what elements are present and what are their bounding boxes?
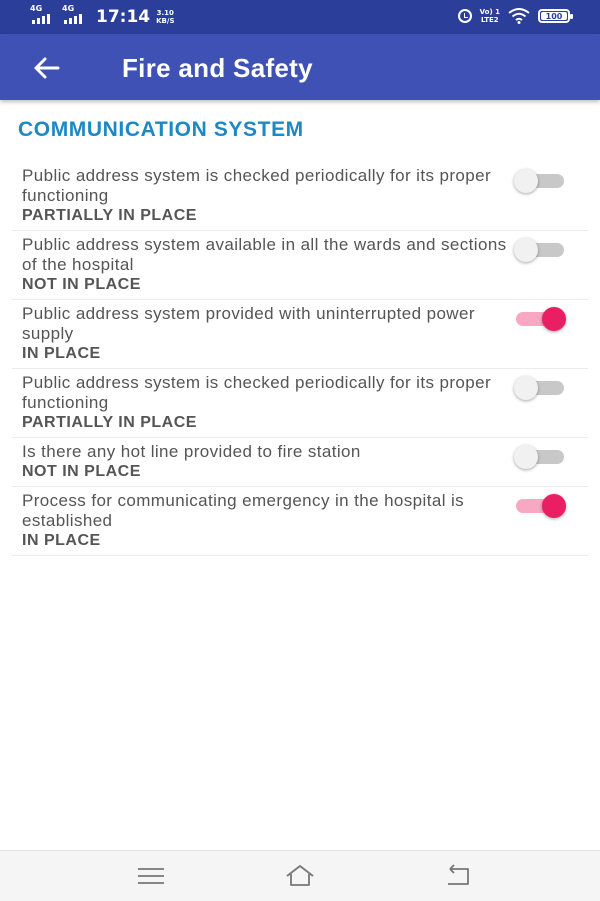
page-title: Fire and Safety	[122, 53, 313, 83]
status-left	[30, 4, 175, 27]
item-status: PARTIALLY IN PLACE	[22, 207, 197, 224]
toggle-thumb	[542, 494, 566, 518]
toggle-thumb	[514, 376, 538, 400]
sim1-network-label: 4G	[30, 4, 43, 13]
item-question: Is there any hot line provided to fire station	[22, 442, 361, 461]
toggle-thumb	[514, 445, 538, 469]
app-bar	[0, 34, 600, 100]
system-nav-bar	[0, 850, 600, 901]
arrow-left-icon[interactable]	[28, 50, 64, 86]
item-status: IN PLACE	[22, 532, 101, 549]
network-speed-unit: KB/S	[156, 17, 175, 25]
back-icon[interactable]	[442, 863, 472, 889]
network-speed	[156, 9, 174, 25]
volte-top-label: Vo) 1	[479, 8, 500, 16]
item-status: NOT IN PLACE	[22, 463, 141, 480]
volte-icon	[480, 8, 500, 24]
clock: 17:14	[96, 7, 151, 27]
item-question: Public address system provided with uninterrupted power supply	[22, 304, 475, 343]
wifi-icon	[508, 8, 530, 24]
checklist-item	[12, 162, 588, 231]
toggle-thumb	[542, 307, 566, 331]
alarm-icon	[458, 9, 472, 23]
status-toggle[interactable]	[514, 169, 566, 193]
sim2-network-label: 4G	[62, 4, 75, 13]
toggle-thumb	[514, 169, 538, 193]
status-toggle[interactable]	[514, 494, 566, 518]
item-question: Process for communicating emergency in the hospital is established	[22, 491, 465, 530]
checklist	[12, 162, 588, 556]
volte-bottom-label: LTE2	[480, 16, 499, 24]
item-question: Public address system is checked periodically for its proper functioning	[22, 166, 492, 205]
status-toggle[interactable]	[514, 307, 566, 331]
home-icon[interactable]	[285, 863, 315, 889]
checklist-item	[12, 487, 588, 556]
item-status: NOT IN PLACE	[22, 276, 141, 293]
signal-sim1-icon	[30, 4, 56, 26]
checklist-item	[12, 300, 588, 369]
menu-icon[interactable]	[136, 863, 166, 889]
battery-level: 100	[545, 11, 563, 21]
status-bar	[0, 0, 600, 34]
checklist-item	[12, 369, 588, 438]
status-toggle[interactable]	[514, 376, 566, 400]
checklist-item	[12, 231, 588, 300]
status-right	[458, 8, 570, 24]
item-question: Public address system available in all the wards and sections of the hospital	[22, 235, 507, 274]
signal-sim2-icon	[62, 4, 88, 26]
item-status: IN PLACE	[22, 345, 101, 362]
toggle-thumb	[514, 238, 538, 262]
section-title: COMMUNICATION SYSTEM	[18, 118, 304, 141]
item-question: Public address system is checked periodically for its proper functioning	[22, 373, 492, 412]
checklist-item	[12, 438, 588, 487]
item-status: PARTIALLY IN PLACE	[22, 414, 197, 431]
battery-icon	[538, 9, 570, 23]
status-toggle[interactable]	[514, 238, 566, 262]
network-speed-value: 3.10	[156, 9, 174, 17]
status-toggle[interactable]	[514, 445, 566, 469]
